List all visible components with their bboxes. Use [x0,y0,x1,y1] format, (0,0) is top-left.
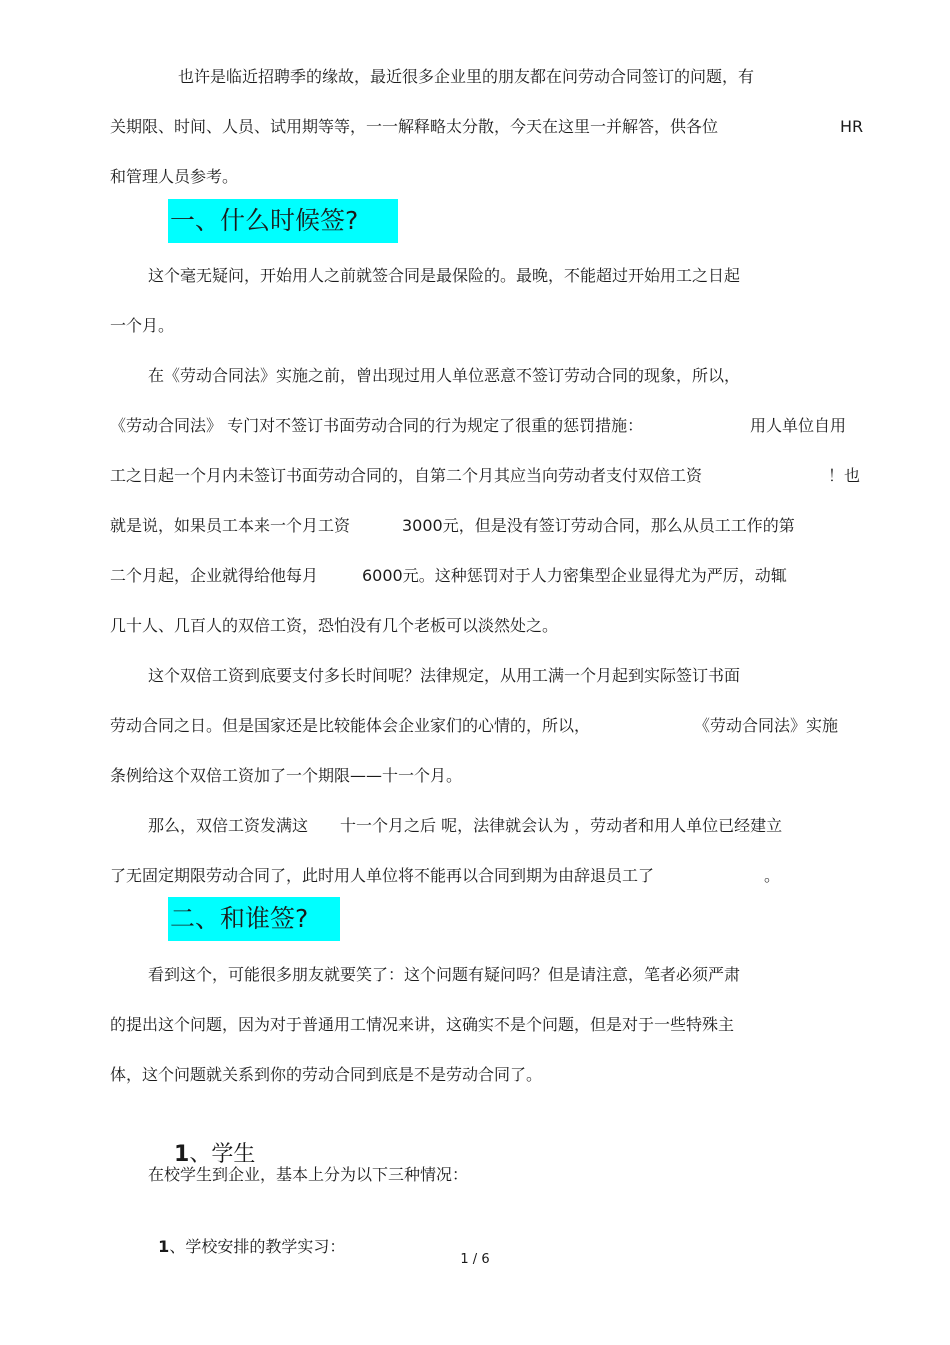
s1-p2-line-3b: ！也 [828,466,861,485]
s1-p3-line-2a: 劳动合同之日。但是国家还是比较能体会企业家们的心情的，所以， [110,716,591,735]
s1-p2-line-4a: 就是说，如果员工本来一个月工资 [110,516,351,535]
s1-p3-line-1: 这个双倍工资到底要支付多长时间呢？法律规定，从用工满一个月起到实际签订书面 [148,666,741,685]
intro-line-2: 关期限、时间、人员、试用期等等，一一解释略太分散，今天在这里一并解答，供各位 [110,117,719,136]
s1-p4-line-1b: 十一个月之后 呢，法律就会认为 ，劳动者和用人单位已经建立 [340,816,783,835]
s1-p2-line-4b: 3000元，但是没有签订劳动合同，那么从员工工作的第 [402,516,795,535]
page-number: 1 / 6 [460,1252,490,1267]
list-item-text: 、学校安排的教学实习： [169,1237,346,1256]
s1-p1-line-2: 一个月。 [110,316,175,335]
s1-p1-line-1: 这个毫无疑问，开始用人之前就签合同是最保险的。最晚，不能超过开始用工之日起 [148,266,741,285]
intro-line-2-hr: HR [840,117,864,136]
s1-p2-line-6: 几十人、几百人的双倍工资，恐怕没有几个老板可以淡然处之。 [110,616,559,635]
subheading-number: 1 [174,1142,190,1167]
s1-p2-line-1: 在《劳动合同法》实施之前，曾出现过用人单位恶意不签订劳动合同的现象，所以， [148,366,741,385]
s1-p2-line-2a: 《劳动合同法》 专门对不签订书面劳动合同的行为规定了很重的惩罚措施： [110,416,644,435]
intro-line-1: 也许是临近招聘季的缘故，最近很多企业里的朋友都在问劳动合同签订的问题，有 [178,67,755,86]
s1-p3-line-2b: 《劳动合同法》实施 [694,716,839,735]
s1-p2-line-5a: 二个月起，企业就得给他每月 [110,566,319,585]
subheading-text: 、学生 [189,1142,256,1167]
subheading-students [160,1110,255,1170]
intro-line-3: 和管理人员参考。 [110,167,239,186]
s1-p2-line-5b: 6000元。这种惩罚对于人力密集型企业显得尤为严厉，动辄 [362,566,787,585]
s2-p1-line-2: 的提出这个问题，因为对于普通用工情况来讲，这确实不是个问题，但是对于一些特殊主 [110,1015,735,1034]
s1-p4-line-1a: 那么，双倍工资发满这 [148,816,309,835]
s2-p1-line-1: 看到这个，可能很多朋友就要笑了：这个问题有疑问吗？但是请注意，笔者必须严肃 [148,965,741,984]
s1-p2-line-2b: 用人单位自用 [750,416,847,435]
list-item-number: 1 [158,1237,170,1256]
s2-p1-line-3: 体，这个问题就关系到你的劳动合同到底是不是劳动合同了。 [110,1065,543,1084]
s2-p2-line-1: 在校学生到企业，基本上分为以下三种情况： [148,1165,469,1184]
s1-p4-line-2b: 。 [764,866,781,885]
s1-p2-line-3a: 工之日起一个月内未签订书面劳动合同的，自第二个月其应当向劳动者支付双倍工资 [110,466,703,485]
s1-p3-line-3: 条例给这个双倍工资加了一个期限——十一个月。 [110,766,463,785]
section-heading-who: 二、和谁签? [168,897,340,941]
s1-p4-line-2a: 了无固定期限劳动合同了，此时用人单位将不能再以合同到期为由辞退员工了 [110,866,655,885]
section-heading-when: 一、什么时候签? [168,199,398,243]
